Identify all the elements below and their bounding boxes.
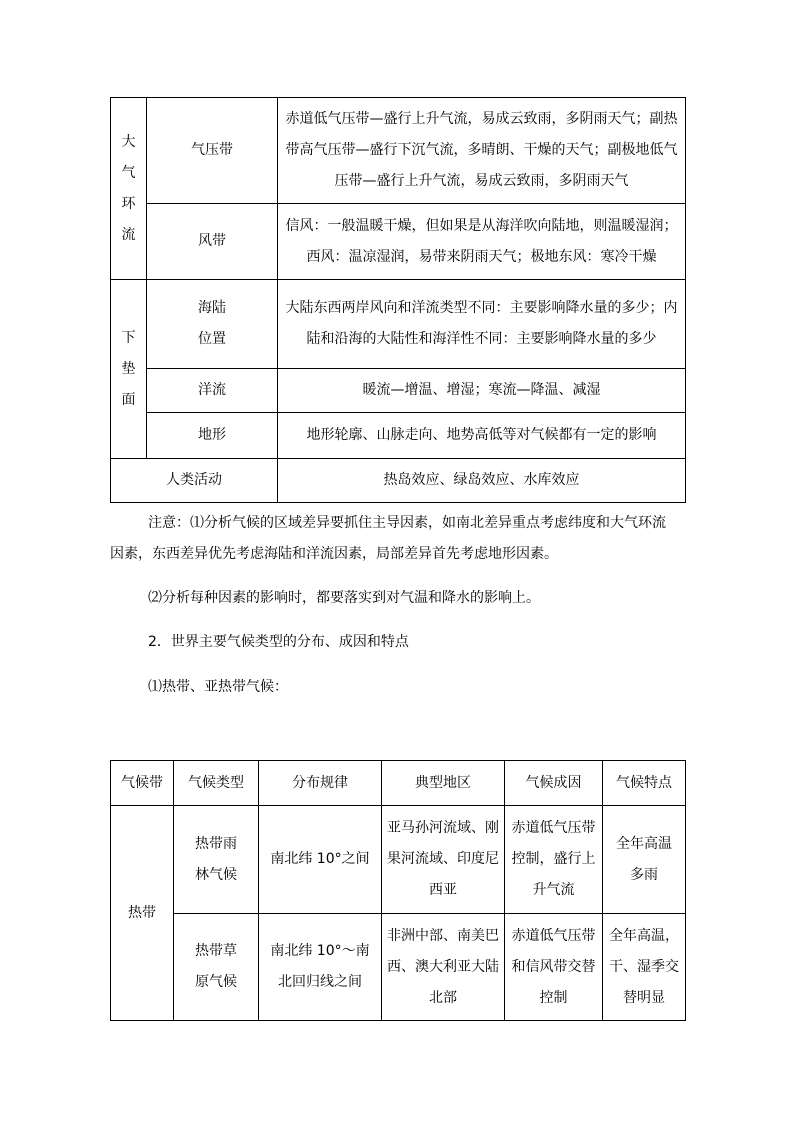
- factor-land-sea-position: 海陆 位置: [147, 280, 278, 369]
- subheading-tropical: ⑴热带、亚热带气候：: [148, 679, 288, 695]
- factor-pressure-belt-desc: 赤道低气压带—盛行上升气流，易成云致雨，多阴雨天气；副热 带高气压带—盛行下沉气流，多晴朗、干燥的天气；副极地低气 压带—盛行上升气流，易成云致雨，多阴雨天气: [278, 98, 686, 204]
- climate-types-table: [110, 760, 686, 1021]
- factor-land-sea-desc: 大陆东西两岸风向和洋流类型不同：主要影响降水量的多少；内 陆和沿海的大陆性和海洋性不同：主要影响降水量的多少: [278, 280, 686, 369]
- header-climate-zone: 气候带: [111, 761, 174, 806]
- factor-human-activity: 人类活动: [111, 459, 278, 503]
- distribution-rainforest: 南北纬 10°之间: [259, 806, 382, 914]
- factor-terrain: 地形: [147, 413, 278, 459]
- factor-wind-belt: 风带: [147, 204, 278, 280]
- note-1-line-2: 因素，东西差异优先考虑海陆和洋流因素，局部差异首先考虑地形因素。: [110, 546, 558, 562]
- section-heading-2: 2．世界主要气候类型的分布、成因和特点: [148, 634, 409, 650]
- factor-wind-belt-desc: 信风：一般温暖干燥，但如果是从海洋吹向陆地，则温暖湿润； 西风：温凉湿润，易带来阴雨天气；极地东风：寒冷干燥: [278, 204, 686, 280]
- header-climate-type: 气候类型: [174, 761, 259, 806]
- group-underlying-surface: 下 垫 面: [111, 280, 147, 459]
- header-cause: 气候成因: [505, 761, 603, 806]
- features-savanna: 全年高温， 干、湿季交 替明显: [603, 914, 686, 1021]
- distribution-savanna: 南北纬 10°～南 北回归线之间: [259, 914, 382, 1021]
- factor-human-activity-desc: 热岛效应、绿岛效应、水库效应: [278, 459, 686, 503]
- type-tropical-rainforest: 热带雨 林气候: [174, 806, 259, 914]
- type-tropical-savanna: 热带草 原气候: [174, 914, 259, 1021]
- header-typical-region: 典型地区: [382, 761, 505, 806]
- region-rainforest: 亚马孙河流域、刚 果河流域、印度尼 西亚: [382, 806, 505, 914]
- note-2: ⑵分析每种因素的影响时，都要落实到对气温和降水的影响上。: [148, 590, 540, 606]
- factor-pressure-belt: 气压带: [147, 98, 278, 204]
- zone-tropical: 热带: [111, 806, 174, 1021]
- cause-savanna: 赤道低气压带 和信风带交替 控制: [505, 914, 603, 1021]
- cause-rainforest: 赤道低气压带 控制，盛行上 升气流: [505, 806, 603, 914]
- factor-ocean-current: 洋流: [147, 369, 278, 413]
- factor-ocean-current-desc: 暖流—增温、增湿；寒流—降温、减湿: [278, 369, 686, 413]
- features-rainforest: 全年高温 多雨: [603, 806, 686, 914]
- header-distribution: 分布规律: [259, 761, 382, 806]
- climate-factors-table: [110, 97, 686, 503]
- factor-terrain-desc: 地形轮廓、山脉走向、地势高低等对气候都有一定的影响: [278, 413, 686, 459]
- note-1-line-1: 注意：⑴分析气候的区域差异要抓住主导因素，如南北差异重点考虑纬度和大气环流: [148, 515, 666, 531]
- region-savanna: 非洲中部、南美巴 西、澳大利亚大陆 北部: [382, 914, 505, 1021]
- group-atmospheric-circulation: 大 气 环 流: [111, 98, 147, 280]
- header-features: 气候特点: [603, 761, 686, 806]
